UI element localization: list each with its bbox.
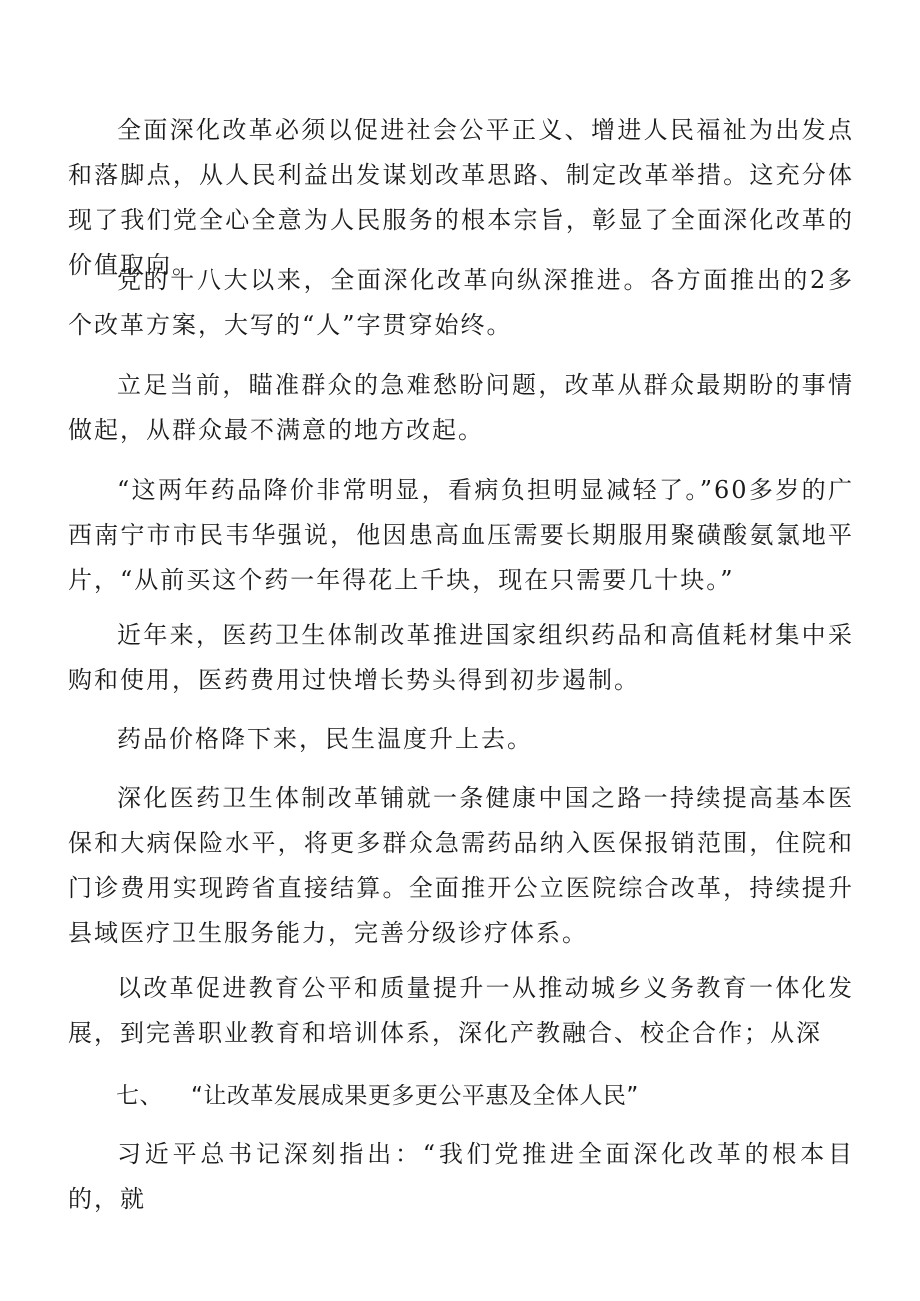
paragraph-7: 深化医药卫生体制改革铺就一条健康中国之路一持续提高基本医保和大病保险水平，将更多群众急需药品纳入医保报销范围，住院和门诊费用实现跨省直接结算。全面推开公立医院综合改革，持续提升县域医疗卫生服务能力，完善分级诊疗体系。 <box>68 784 854 947</box>
paragraph-2: 党的十八大以来，全面深化改革向纵深推进。各方面推出的2多个改革方案，大写的“人”字贯穿始终。 <box>68 266 854 339</box>
paragraph-4: “这两年药品降价非常明显，看病负担明显减轻了。”60多岁的广西南宁市市民韦华强说，他因患高血压需要长期服用聚磺酸氨氯地平片，“从前买这个药一年得花上千块，现在只需要几十块。” <box>68 476 854 594</box>
section-title: “让改革发展成果更多更公平惠及全体人民” <box>191 1083 639 1109</box>
paragraph-1: 全面深化改革必须以促进社会公平正义、增进人民福祉为出发点和落脚点，从人民利益出发谋划改革思路、制定改革举措。这充分体现了我们党全心全意为人民服务的根本宗旨，彰显了全面深化改革的价值取向。 <box>68 116 854 279</box>
section-number: 七、 <box>116 1083 163 1109</box>
paragraph-8: 以改革促进教育公平和质量提升一从推动城乡义务教育一体化发展，到完善职业教育和培训体系，深化产教融合、校企合作；从深 <box>68 974 854 1047</box>
paragraph-6: 药品价格降下来，民生温度升上去。 <box>117 725 533 753</box>
paragraph-9: 习近平总书记深刻指出：“我们党推进全面深化改革的根本目的，就 <box>68 1140 854 1213</box>
section-heading <box>116 1076 639 1116</box>
paragraph-3: 立足当前，瞄准群众的急难愁盼问题，改革从群众最期盼的事情做起，从群众最不满意的地方改起。 <box>68 371 854 444</box>
paragraph-5: 近年来，医药卫生体制改革推进国家组织药品和高值耗材集中采购和使用，医药费用过快增长势头得到初步遏制。 <box>68 621 854 694</box>
